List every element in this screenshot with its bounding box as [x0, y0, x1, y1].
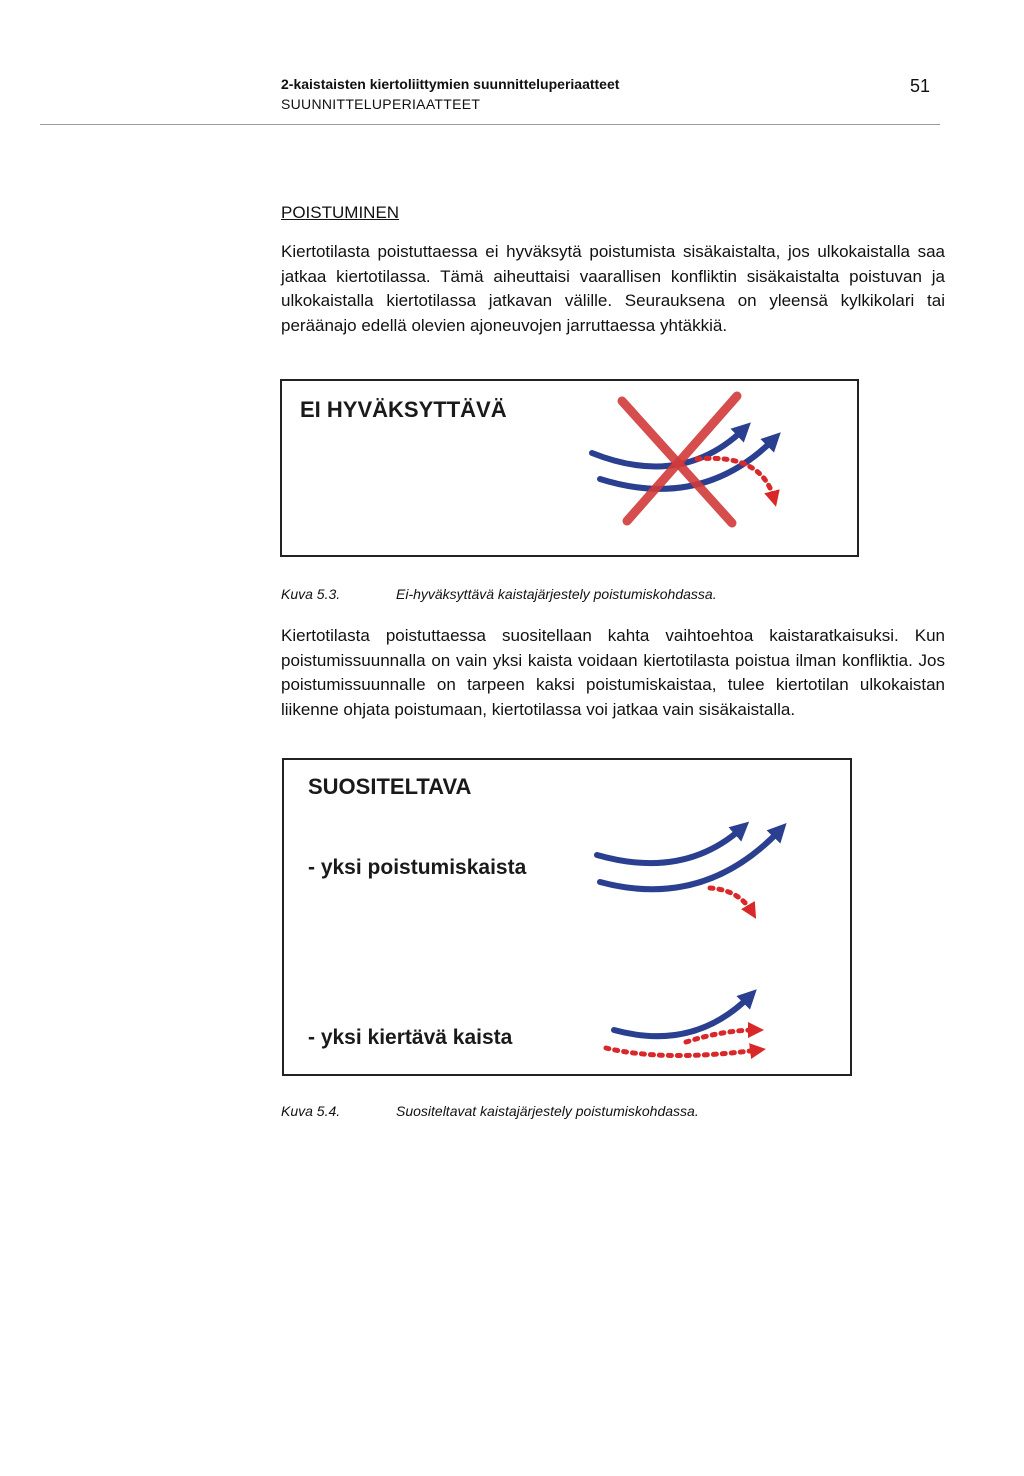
figure-not-acceptable [280, 379, 859, 557]
figure2-caption-number: Kuva 5.4. [281, 1103, 341, 1119]
conflict-diagram [282, 381, 857, 555]
page-number: 51 [910, 76, 931, 96]
exit-lane-arrow [710, 888, 752, 912]
option-single-exit-lane: - yksi poistumiskaista [308, 856, 527, 879]
continue-lane-arrow-1 [597, 828, 742, 863]
section-heading: POISTUMINEN [281, 203, 400, 222]
recommended-diagrams [284, 760, 850, 1074]
figure1-caption-text: Ei-hyväksyttävä kaistajärjestely poistumiskohdassa. [396, 586, 717, 602]
figure-label-not-acceptable: EI HYVÄKSYTTÄVÄ [300, 397, 507, 422]
figure-recommended [282, 758, 852, 1076]
figure-label-recommended: SUOSITELTAVA [308, 774, 472, 799]
figure1-caption-number: Kuva 5.3. [281, 586, 341, 602]
circulating-exit-arrow-2 [606, 1048, 758, 1056]
figure2-caption-text: Suositeltavat kaistajärjestely poistumiskohdassa. [396, 1103, 699, 1119]
option-single-circulating-lane: - yksi kiertävä kaista [308, 1026, 513, 1049]
running-title: 2-kaistaisten kiertoliittymien suunnitteluperiaatteet [281, 76, 620, 92]
running-subtitle: SUUNNITTELUPERIAATTEET [281, 96, 481, 112]
header-rule [40, 124, 940, 125]
paragraph-2: Kiertotilasta poistuttaessa suositellaan kahta vaihtoehtoa kaistaratkaisuksi. Kun poistumissuunnalla on vain yksi kaista voidaan kiertotilasta poistua ilman konfliktia. Jos poistumissuunnalle on tarpeen kaksi poistumiskaistaa, tulee kiertotilan ulkokaistan liikenne ohjata poistumaan, kiertotilassa voi jatkaa vain sisäkaistalla. [281, 626, 945, 719]
paragraph-1: Kiertotilasta poistuttaessa ei hyväksytä poistumista sisäkaistalta, jos ulkokaistalla saa jatkaa kiertotilassa. Tämä aiheuttaisi vaarallisen konfliktin sisäkaistalta poistuvan ja ulkokaistalla kiertotilassa jatkavan välille. Seurauksena on yleensä kylkikolari tai peräänajo edellä olevien ajoneuvojen jarruttaessa yhtäkkiä. [281, 242, 945, 335]
